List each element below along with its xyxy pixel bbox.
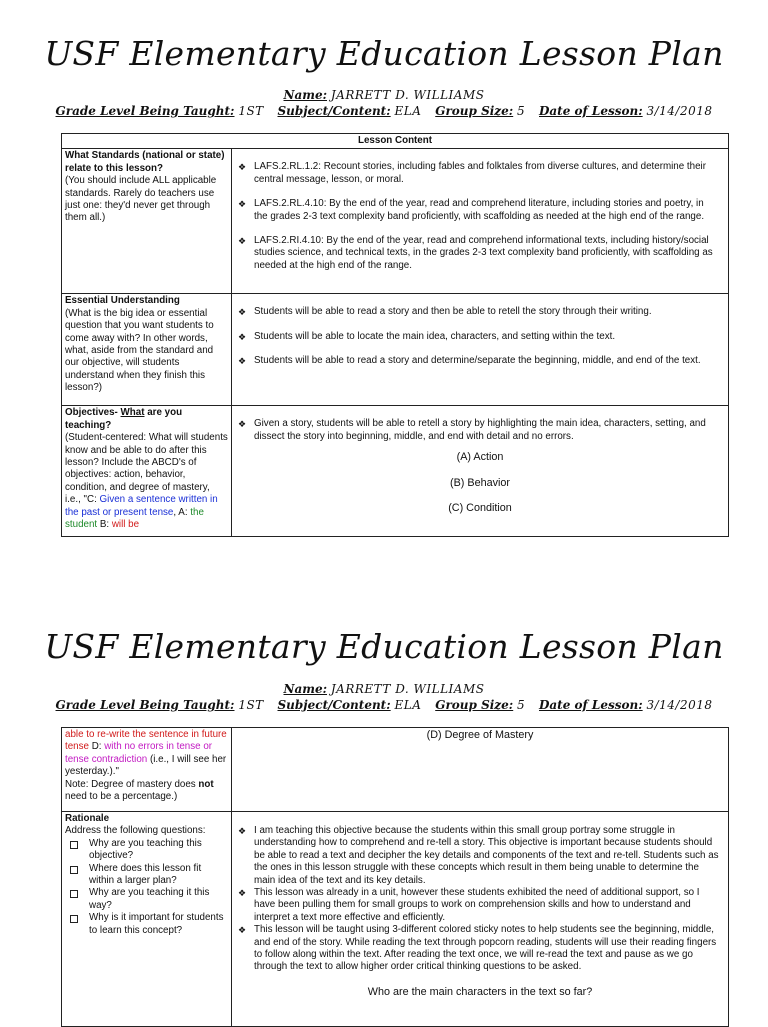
name-value: JARRETT D. WILLIAMS	[330, 682, 485, 696]
rationale-row	[62, 812, 729, 1027]
standards-note: (You should include ALL applicable standards. Rarely do teachers use just one: they'd never get through them all.)	[65, 175, 217, 224]
standards-content-cell	[232, 149, 729, 294]
standards-row	[62, 149, 729, 294]
rationale-item: ❖ This lesson will be taught using 3-different colored sticky notes to help students see the beginning, middle, and end of the story. While reading the text through popcorn reading, students will use their reading fingers to follow along within the text. After reading the text once, we will re-read the text and pause as we go through the text to allow higher order critical thinking questions to be asked.	[235, 924, 719, 974]
grade-value: 1ST	[238, 698, 264, 712]
lesson-content-header: Lesson Content	[62, 134, 729, 149]
essential-content-cell	[232, 294, 729, 406]
objectives-note: (Student-centered: What will students know and be able to do after this lesson? Include the ABCD's of objectives: action, behavior, condition, and degree of mastery, i.e., "C: Given a sentence written in the past or present tense, A: the student B: will be	[65, 432, 228, 531]
objective-item: ❖ Given a story, students will be able to retell a story by highlighting the main idea, characters, setting, and dissect the story into beginning, middle, and end with detail and no errors.	[235, 418, 719, 443]
rationale-intro: Address the following questions:	[65, 825, 206, 837]
objectives-heading: Objectives- What are you teaching?	[65, 407, 183, 431]
grade-label: Grade Level Being Taught:	[55, 104, 235, 118]
essential-item: ❖ Students will be able to read a story and determine/separate the beginning, middle, and end of the text.	[235, 355, 719, 367]
subject-label: Subject/Content:	[277, 104, 391, 118]
standards-label-cell	[62, 149, 232, 294]
objectives-content-cell	[232, 406, 729, 537]
rationale-label-cell	[62, 812, 232, 1027]
center-question: Who are the main characters in the text so far?	[367, 985, 593, 998]
date-label: Date of Lesson:	[539, 698, 643, 712]
rationale-question: Why is it important for students to learn this concept?	[65, 912, 228, 937]
rationale-content-cell	[232, 812, 729, 1027]
objectives-continued-row	[62, 728, 729, 812]
degree-label: (D) Degree of Mastery	[426, 729, 534, 741]
page2-meta-line	[0, 698, 768, 712]
page2-name-line	[0, 682, 768, 696]
rationale-question: Why are you teaching it this way?	[65, 887, 228, 912]
page1-name-line	[0, 88, 768, 102]
group-label: Group Size:	[435, 698, 514, 712]
date-label: Date of Lesson:	[539, 104, 643, 118]
page2-title: USF Elementary Education Lesson Plan	[44, 627, 724, 666]
condition-label: (C) Condition	[448, 502, 512, 515]
group-label: Group Size:	[435, 104, 514, 118]
page1-meta-line	[0, 104, 768, 118]
essential-label-cell	[62, 294, 232, 406]
objectives-continued-label-cell	[62, 728, 232, 812]
lesson-content-table	[61, 133, 729, 537]
objectives-continued-note: able to re-write the sentence in future tense D: with no errors in tense or tense contradiction (i.e., I will see her yesterday.)."	[65, 729, 227, 778]
subject-label: Subject/Content:	[277, 698, 391, 712]
lesson-content-table-continued	[61, 727, 729, 1027]
action-label: (A) Action	[456, 451, 504, 464]
group-value: 5	[517, 104, 526, 118]
subject-value: ELA	[394, 698, 422, 712]
page1-title: USF Elementary Education Lesson Plan	[44, 34, 724, 73]
name-value: JARRETT D. WILLIAMS	[330, 88, 485, 102]
essential-heading: Essential Understanding	[65, 295, 180, 307]
mastery-note: Note: Degree of mastery does not need to be a percentage.)	[65, 778, 214, 803]
objectives-label-cell	[62, 406, 232, 537]
essential-row	[62, 294, 729, 406]
standard-item: ❖ LAFS.2.RL.1.2: Recount stories, including fables and folktales from diverse cultures, and determine their central message, lesson, or moral.	[235, 161, 719, 186]
essential-item: ❖ Students will be able to locate the main idea, characters, and setting within the text.	[235, 331, 719, 343]
essential-note: (What is the big idea or essential question that you want students to come away with? In other words, what, aside from the standard and our objective, will students understand when they finish this lesson?)	[65, 307, 214, 394]
essential-item: ❖ Students will be able to read a story and then be able to retell the story through their writing.	[235, 306, 719, 318]
standard-item: ❖ LAFS.2.RL.4.10: By the end of the year, read and comprehend literature, including stories and poetry, in the grades 2-3 text complexity band proficiently, with scaffolding as needed at the high end of the range.	[235, 198, 719, 223]
grade-value: 1ST	[238, 104, 264, 118]
objectives-row	[62, 406, 729, 537]
rationale-question: Why are you teaching this objective?	[65, 838, 228, 863]
group-value: 5	[517, 698, 526, 712]
rationale-heading: Rationale	[65, 813, 110, 824]
date-value: 3/14/2018	[646, 698, 713, 712]
rationale-item: ❖ I am teaching this objective because the students within this small group portray some struggle in understanding how to comprehend and re-tell a story. This objective is important because students should be able to read a text and decipher the key details and components of the text and re-tell. Students such as the ones in this lesson struggle with these concepts which result in them being unable to determine the main idea of the text and its key details.	[235, 825, 719, 887]
subject-value: ELA	[394, 104, 422, 118]
objectives-continued-content-cell	[232, 728, 729, 812]
name-label: Name:	[283, 682, 328, 696]
standards-heading: What Standards (national or state) relate to this lesson?	[65, 150, 225, 174]
rationale-question: Where does this lesson fit within a larger plan?	[65, 863, 228, 888]
name-label: Name:	[283, 88, 328, 102]
grade-label: Grade Level Being Taught:	[55, 698, 235, 712]
standard-item: ❖ LAFS.2.RI.4.10: By the end of the year, read and comprehend informational texts, including history/social studies science, and technical texts, in the grades 2-3 text complexity band proficiently, with scaffolding as needed at the high end of the range.	[235, 235, 719, 272]
date-value: 3/14/2018	[646, 104, 713, 118]
rationale-item: ❖ This lesson was already in a unit, however these students exhibited the need of additional support, so I have been pulling them for small groups to work on comprehension skills and how to understand and interpret a text more effective and efficiently.	[235, 887, 719, 924]
behavior-label: (B) Behavior	[449, 476, 510, 489]
